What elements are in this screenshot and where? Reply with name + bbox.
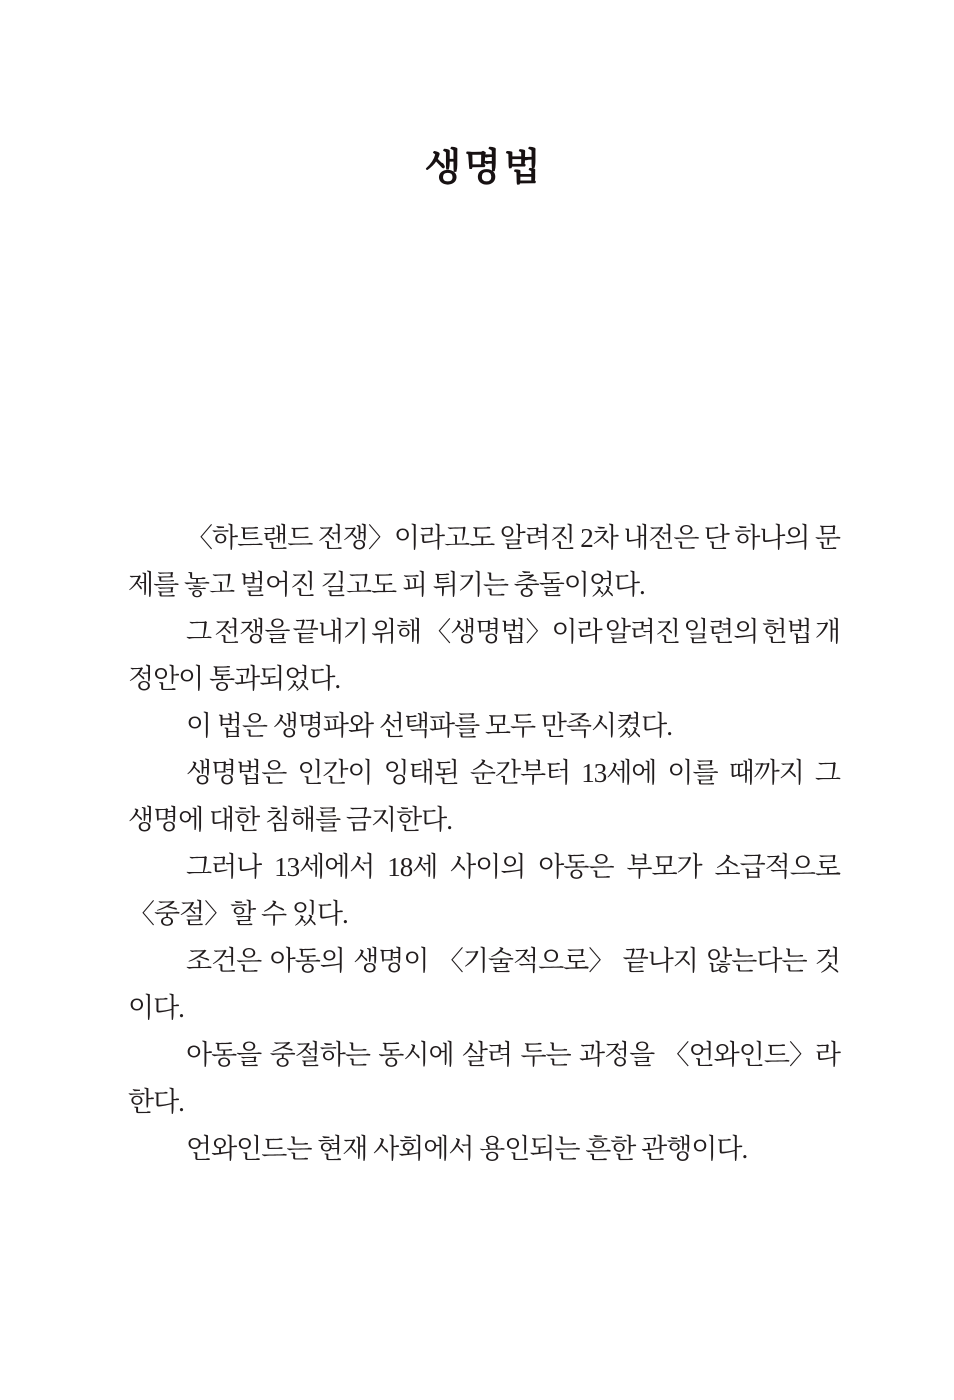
text-word: 그 — [186, 617, 212, 647]
text-word: 18세 — [387, 852, 438, 882]
text-word: 부모가 — [626, 852, 702, 882]
text-word: 내전은 — [623, 523, 699, 553]
text-word: 전쟁〉이라고도 — [317, 523, 495, 553]
text-word: 조건은 — [186, 946, 262, 976]
text-word: 〈언와인드〉라 — [662, 1040, 840, 1070]
text-word: 두는 — [520, 1040, 571, 1070]
text-line — [128, 844, 840, 891]
text-word: 않는다는 — [706, 946, 807, 976]
text-word: 단 — [703, 523, 729, 553]
text-word: 2차 — [580, 523, 618, 553]
body-text-block — [128, 515, 840, 1173]
text-word: 일련의 — [683, 617, 759, 647]
text-word: 전쟁을 — [214, 617, 290, 647]
text-word: 인간이 — [297, 758, 373, 788]
text-word: 동시에 — [378, 1040, 454, 1070]
text-word: 13세에서 — [274, 852, 375, 882]
text-line — [128, 938, 840, 985]
text-line — [128, 750, 840, 797]
text-word: 때까지 — [728, 758, 804, 788]
text-word: 잉태된 — [383, 758, 459, 788]
text-line: 제를 놓고 벌어진 길고도 피 튀기는 충돌이었다. — [128, 570, 645, 600]
text-line: 〈중절〉할 수 있다. — [128, 899, 348, 929]
text-word: 사이의 — [450, 852, 526, 882]
text-word: 소급적으로 — [714, 852, 840, 882]
text-word: 그러나 — [186, 852, 262, 882]
text-word: 중절하는 — [269, 1040, 370, 1070]
chapter-title: 생명법 — [424, 147, 544, 189]
text-word: 것 — [814, 946, 840, 976]
text-word: 위해 — [370, 617, 422, 647]
text-word: 하나의 — [734, 523, 810, 553]
text-word: 헌법 — [761, 617, 812, 647]
text-word: 생명이 — [353, 946, 429, 976]
text-word: 아동은 — [538, 852, 614, 882]
text-word: 아동을 — [186, 1040, 262, 1070]
text-line: 정안이 통과되었다. — [128, 664, 341, 694]
text-word: 이를 — [667, 758, 718, 788]
text-line: 언와인드는 현재 사회에서 용인되는 흔한 관행이다. — [186, 1134, 748, 1164]
text-word: 아동의 — [269, 946, 345, 976]
text-word: 문 — [814, 523, 840, 553]
text-line: 이 법은 생명파와 선택파를 모두 만족시켰다. — [186, 711, 672, 741]
text-word: 끝내기 — [292, 617, 368, 647]
text-word: 〈생명법〉이라 — [424, 617, 602, 647]
text-word: 〈기술적으로〉 — [436, 946, 615, 976]
text-word: 〈하트랜드 — [186, 523, 313, 553]
text-line: 이다. — [128, 993, 184, 1023]
text-line — [128, 609, 840, 656]
text-line — [128, 515, 840, 562]
text-line — [128, 1032, 840, 1079]
text-word: 순간부터 — [469, 758, 571, 788]
text-word: 과정을 — [578, 1040, 655, 1070]
text-word: 끝나지 — [622, 946, 698, 976]
text-word: 개 — [814, 617, 840, 647]
text-line: 한다. — [128, 1087, 184, 1117]
text-word: 그 — [814, 758, 840, 788]
text-word: 알려진 — [499, 523, 575, 553]
text-word: 살려 — [461, 1040, 513, 1070]
text-word: 알려진 — [604, 617, 681, 647]
text-word: 13세에 — [581, 758, 657, 788]
text-word: 생명법은 — [186, 758, 287, 788]
text-line: 생명에 대한 침해를 금지한다. — [128, 805, 452, 835]
